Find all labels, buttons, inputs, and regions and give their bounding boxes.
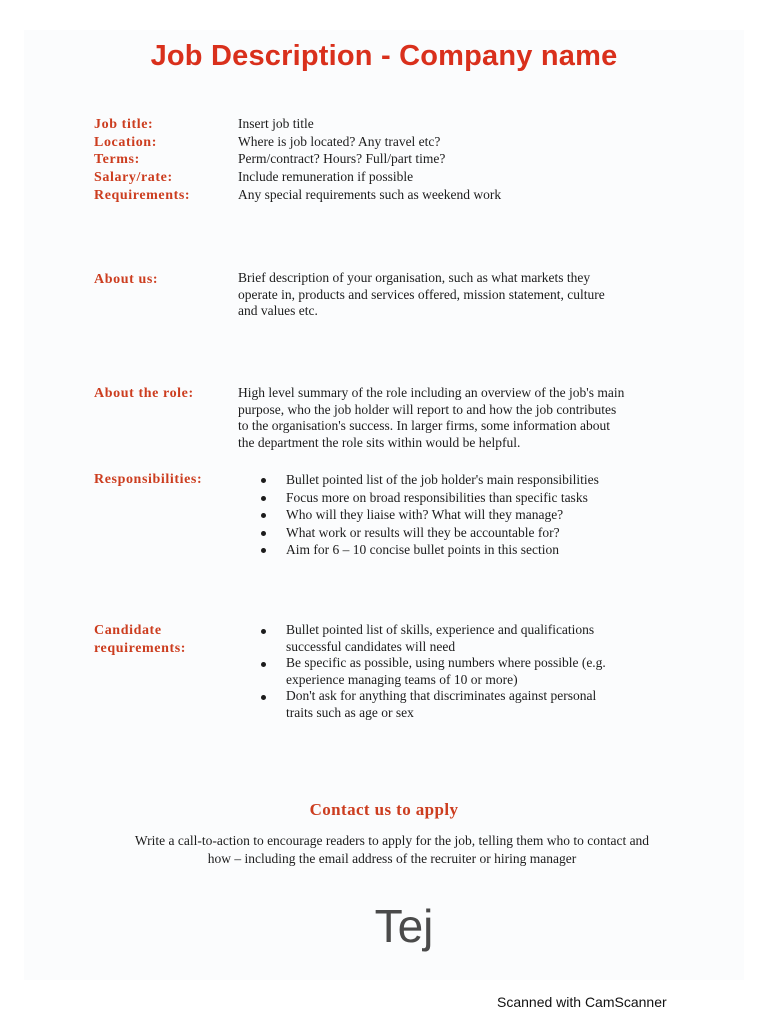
contact-call-to-action [0, 832, 768, 867]
candidate-requirement-text: Be specific as possible, using numbers where possible (e.g. [286, 655, 606, 670]
responsibility-text: Who will they liaise with? What will they manage? [286, 507, 564, 522]
bullet-dot-icon [261, 548, 266, 553]
about-role-line: the department the role sits within would be helpful. [238, 434, 521, 450]
requirements-value: Any special requirements such as weekend work [238, 187, 502, 202]
bullet-dot-icon [261, 695, 266, 700]
contact-line: how – including the email address of the recruiter or hiring manager [207, 850, 577, 866]
document-title: Job Description - Company name [150, 40, 618, 72]
terms-label: Terms: [94, 152, 140, 167]
candidate-requirement-item [258, 688, 606, 721]
responsibility-item [258, 506, 599, 524]
about-us-line: Brief description of your organisation, such as what markets they [238, 270, 591, 285]
responsibility-text: Aim for 6 – 10 concise bullet points in this section [286, 542, 559, 557]
responsibility-item [258, 471, 599, 489]
candidate-requirement-text: successful candidates will need [286, 638, 456, 654]
bullet-dot-icon [261, 629, 266, 634]
responsibility-item [258, 524, 599, 542]
camscanner-watermark: Scanned with CamScanner [497, 994, 667, 1010]
responsibilities-list [258, 471, 599, 559]
candidate-requirement-text: Don't ask for anything that discriminates against personal [286, 688, 597, 703]
signature-text: Tej [374, 900, 434, 952]
bullet-dot-icon [261, 496, 266, 501]
location-value: Where is job located? Any travel etc? [238, 134, 441, 149]
about-us-line: and values etc. [238, 303, 318, 318]
contact-line: Write a call-to-action to encourage readers to apply for the job, telling them who to contact and [134, 833, 650, 848]
candidate-requirement-text: Bullet pointed list of skills, experience and qualifications [286, 622, 595, 637]
responsibility-text: Focus more on broad responsibilities than specific tasks [286, 489, 588, 505]
about-us-text [238, 270, 708, 320]
about-role-label: About the role: [94, 386, 194, 401]
job-title-value: Insert job title [238, 116, 314, 131]
about-role-line: purpose, who the job holder will report to and how the job contributes [238, 401, 617, 417]
location-label: Location: [94, 135, 157, 150]
contact-heading: Contact us to apply [309, 800, 459, 819]
responsibility-item [258, 489, 599, 507]
responsibility-item [258, 541, 599, 559]
responsibilities-label: Responsibilities: [94, 472, 203, 487]
about-role-line: to the organisation's success. In larger firms, some information about [238, 418, 610, 433]
candidate-requirement-text: experience managing teams of 10 or more) [286, 671, 518, 687]
about-role-text [238, 385, 708, 451]
candidate-label-line2: requirements: [94, 641, 187, 656]
candidate-requirements-list [258, 622, 606, 721]
salary-rate-label: Salary/rate: [94, 170, 173, 185]
bullet-dot-icon [261, 478, 266, 483]
about-us-line: operate in, products and services offered, mission statement, culture [238, 286, 605, 302]
candidate-requirement-item [258, 655, 606, 688]
terms-value: Perm/contract? Hours? Full/part time? [238, 151, 446, 166]
bullet-dot-icon [261, 662, 266, 667]
responsibility-text: What work or results will they be accountable for? [286, 524, 560, 540]
bullet-dot-icon [261, 513, 266, 518]
job-title-label: Job title: [94, 117, 154, 132]
bullet-dot-icon [261, 531, 266, 536]
about-role-line: High level summary of the role including an overview of the job's main [238, 385, 625, 400]
requirements-label: Requirements: [94, 188, 191, 203]
candidate-requirement-item [258, 622, 606, 655]
candidate-label-line1: Candidate [94, 623, 162, 638]
candidate-requirement-text: traits such as age or sex [286, 704, 414, 720]
about-us-label: About us: [94, 272, 159, 287]
salary-rate-value: Include remuneration if possible [238, 169, 414, 184]
responsibility-text: Bullet pointed list of the job holder's main responsibilities [286, 472, 599, 487]
